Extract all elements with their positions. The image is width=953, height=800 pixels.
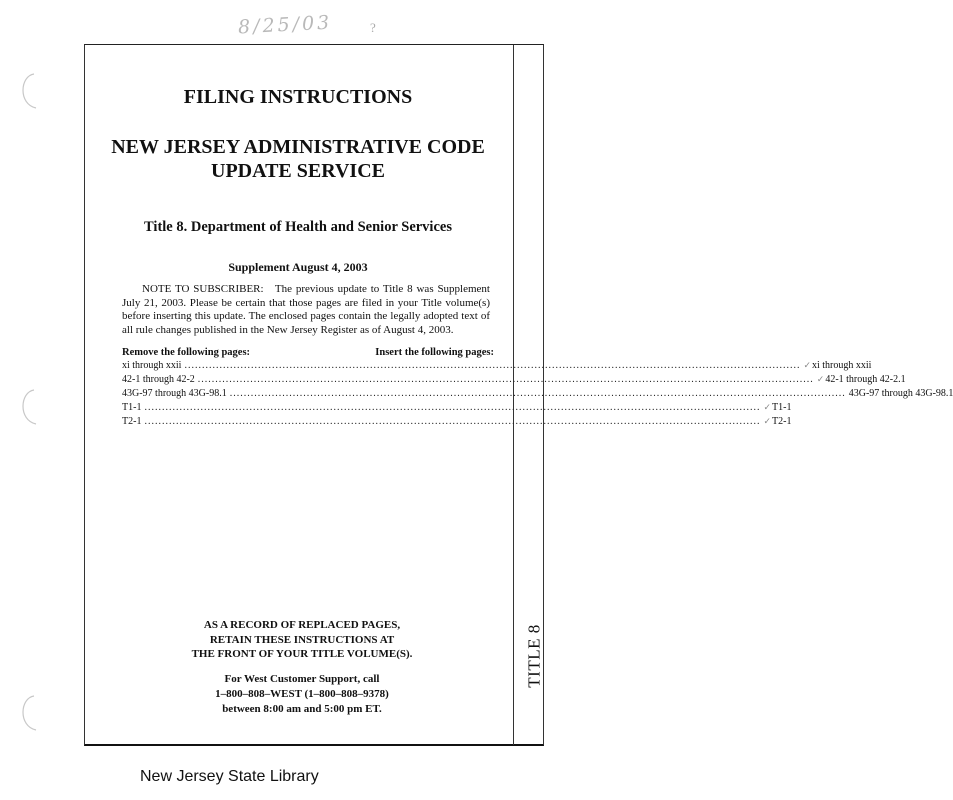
punch-hole-bottom	[14, 692, 40, 734]
record-line2: RETAIN THESE INSTRUCTIONS AT	[209, 633, 395, 646]
remove-pages: T2-1	[122, 416, 142, 427]
note-label: NOTE TO SUBSCRIBER:	[142, 283, 264, 295]
remove-pages: 43G-97 through 43G-98.1	[122, 388, 227, 399]
remove-pages: 42-1 through 42-2	[122, 374, 195, 385]
insert-header: Insert the following pages:	[375, 347, 494, 358]
handwritten-mark: ?	[370, 20, 376, 35]
checkmark-icon: ✓	[763, 416, 771, 426]
code-title-line2: UPDATE SERVICE	[211, 160, 385, 182]
insert-pages: T2-1	[772, 416, 792, 427]
insert-pages: 43G-97 through 43G-98.1	[848, 388, 953, 399]
checkmark-icon: ✓	[816, 374, 825, 384]
supplement-date: Supplement August 4, 2003	[228, 260, 368, 274]
checkmark-icon: ✓	[803, 360, 811, 370]
support-line1: For West Customer Support, call	[224, 673, 380, 685]
remove-header: Remove the following pages:	[122, 347, 251, 358]
document-body	[100, 86, 953, 430]
record-line1: AS A RECORD OF REPLACED PAGES,	[203, 619, 401, 631]
handwritten-date: 8/25/03	[237, 11, 333, 39]
checkmark-icon: ✓	[763, 402, 771, 412]
customer-support	[100, 672, 504, 717]
support-phone: 1–800–808–WEST (1–800–808–9378)	[215, 688, 389, 700]
remove-pages: xi through xxii	[122, 360, 182, 371]
insert-pages: xi through xxii	[812, 360, 872, 371]
support-hours: between 8:00 am and 5:00 pm ET.	[222, 703, 382, 715]
punch-hole-middle	[14, 386, 40, 428]
note-text: The previous update to Title 8 was Supplement July 21, 2003. Please be certain that those pages are filed in your Title volume(s) before inserting this update. The enclosed pages contain the legally adopted text of all rule changes published in the New Jersey Register as of August 4, 2003.	[122, 283, 490, 336]
punch-hole-top	[14, 70, 40, 112]
pages-table-header	[122, 347, 494, 358]
page-row: 42-1 through 42-2 ................................................................................................................................................................................ ✓ 42-1 through 42-2.1	[122, 374, 906, 385]
code-title	[100, 135, 496, 183]
page-row: 43G-97 through 43G-98.1 ................................................................................................................................................................................ 43G-97 through 43G-98.1	[122, 388, 953, 399]
title-subject: Title 8. Department of Health and Senior Services	[144, 219, 452, 235]
code-title-line1: NEW JERSEY ADMINISTRATIVE CODE	[111, 136, 485, 158]
side-tab	[520, 596, 550, 716]
library-stamp: New Jersey State Library	[140, 768, 319, 785]
page-row: T1-1 ................................................................................................................................................................................ ✓ T1-1	[122, 402, 792, 413]
insert-pages: T1-1	[772, 402, 792, 413]
pages-table	[122, 347, 953, 430]
record-instructions	[100, 618, 504, 662]
filing-title: FILING INSTRUCTIONS	[183, 86, 413, 108]
record-line3: THE FRONT OF YOUR TITLE VOLUME(S).	[191, 648, 413, 660]
subscriber-note	[100, 283, 496, 337]
remove-pages: T1-1	[122, 402, 142, 413]
page-row: xi through xxii ................................................................................................................................................................................ ✓ xi through xxii	[122, 360, 872, 371]
page-row: T2-1 ................................................................................................................................................................................ ✓ T2-1	[122, 416, 792, 427]
side-tab-label: TITLE 8	[525, 624, 545, 688]
insert-pages: 42-1 through 42-2.1	[825, 374, 906, 385]
